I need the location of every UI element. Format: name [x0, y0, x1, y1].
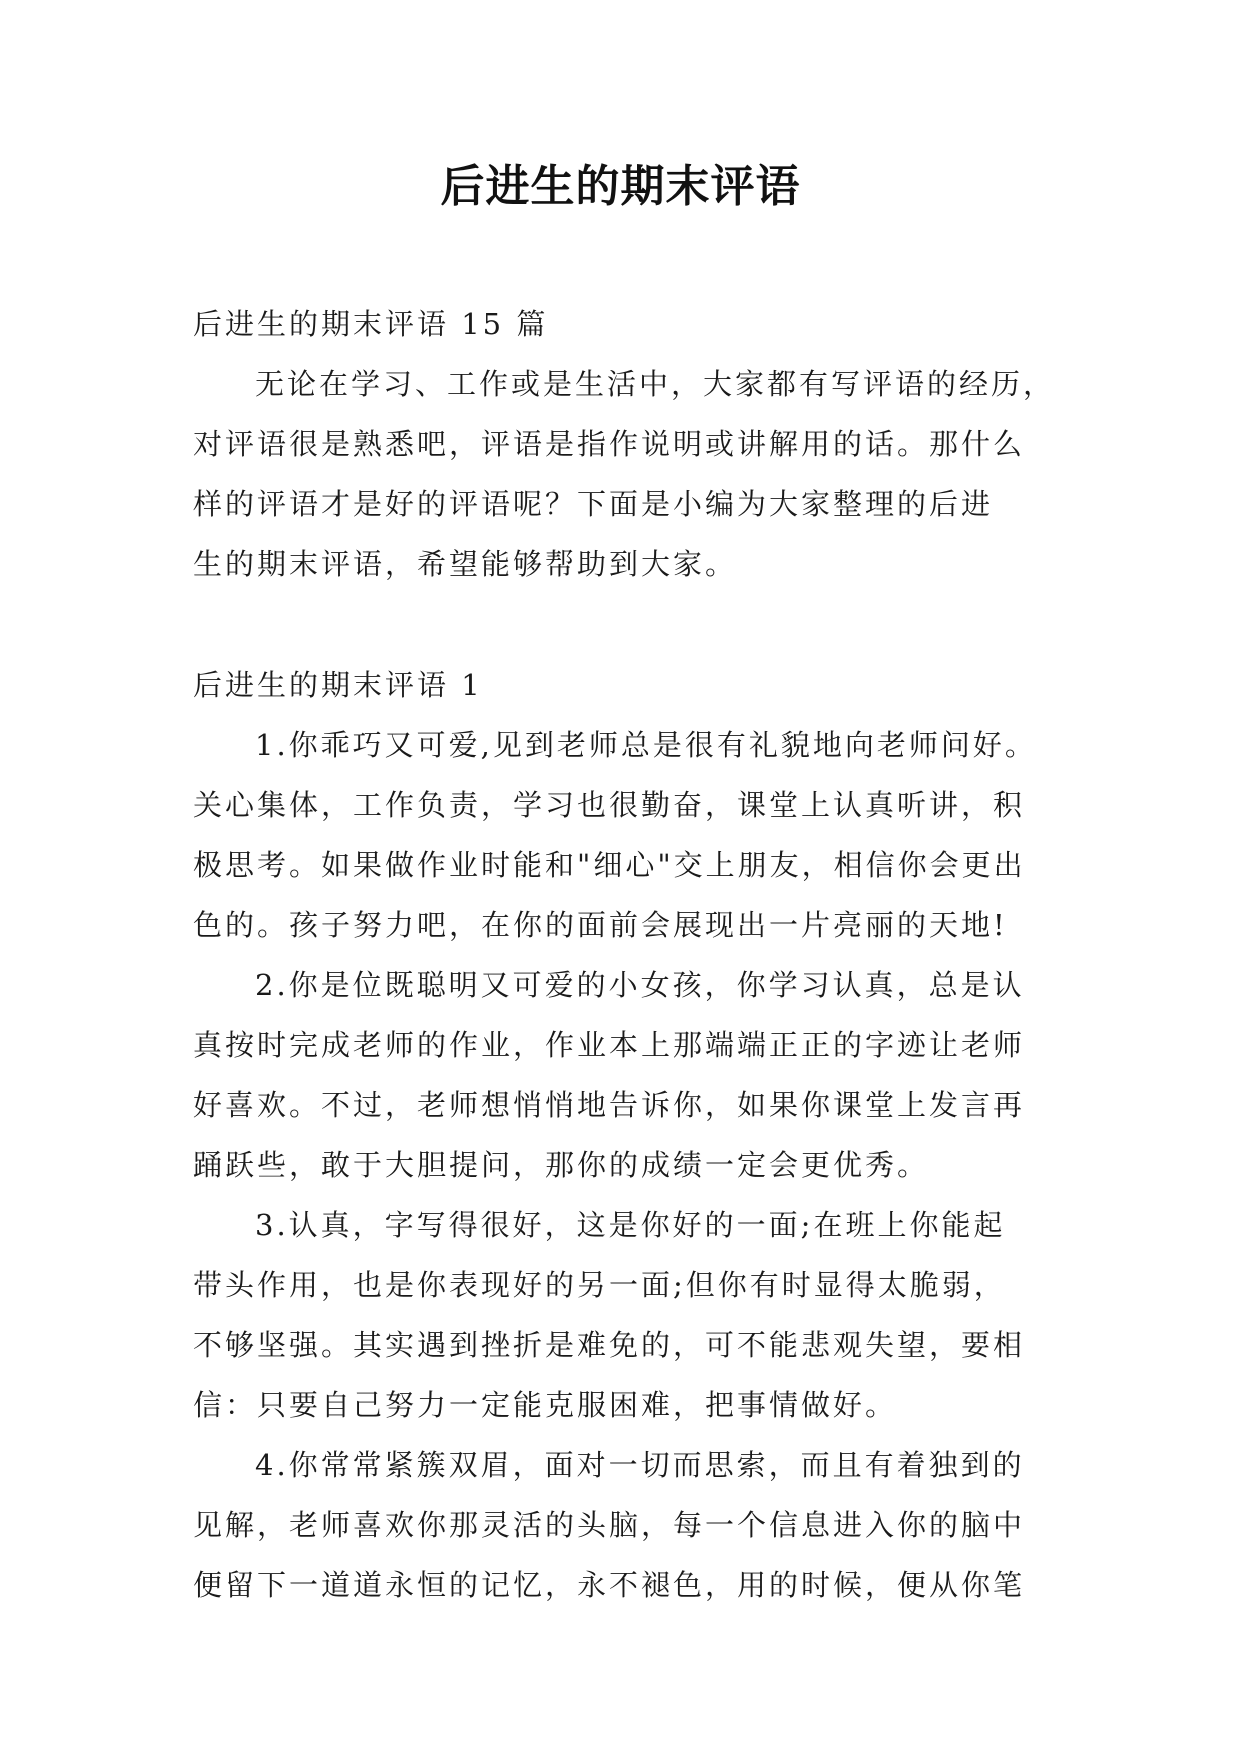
paragraph-line: 生的期末评语，希望能够帮助到大家。 [193, 547, 738, 581]
document-subtitle: 后进生的期末评语 15 篇 [193, 307, 549, 341]
comment-item-1 [193, 715, 1053, 955]
intro-paragraph [193, 354, 1056, 594]
comment-item-2 [193, 955, 1053, 1195]
paragraph-line: 信：只要自己努力一定能克服困难，把事情做好。 [193, 1388, 898, 1422]
paragraph-line: 不够坚强。其实遇到挫折是难免的，可不能悲观失望，要相 [193, 1328, 1026, 1362]
paragraph-line: 色的。孩子努力吧，在你的面前会展现出一片亮丽的天地! [193, 908, 1008, 942]
paragraph-line: 真按时完成老师的作业，作业本上那端端正正的字迹让老师 [193, 1028, 1026, 1062]
paragraph-line: 3.认真，字写得很好，这是你好的一面;在班上你能起 [255, 1208, 1006, 1242]
paragraph-line: 带头作用，也是你表现好的另一面;但你有时显得太脆弱， [193, 1268, 1006, 1302]
paragraph-line: 极思考。如果做作业时能和"细心"交上朋友，相信你会更出 [193, 848, 1026, 882]
paragraph-spacer [193, 594, 1053, 655]
paragraph-line: 关心集体，工作负责，学习也很勤奋，课堂上认真听讲，积 [193, 788, 1026, 822]
paragraph-line: 无论在学习、工作或是生活中，大家都有写评语的经历， [255, 367, 1056, 401]
paragraph-line: 对评语很是熟悉吧，评语是指作说明或讲解用的话。那什么 [193, 427, 1026, 461]
paragraph-line: 踊跃些，敢于大胆提问，那你的成绩一定会更优秀。 [193, 1148, 930, 1182]
paragraph-line: 1.你乖巧又可爱,见到老师总是很有礼貌地向老师问好。 [255, 728, 1037, 762]
paragraph-line: 4.你常常紧簇双眉，面对一切而思索，而且有着独到的 [255, 1448, 1025, 1482]
section-heading: 后进生的期末评语 1 [193, 668, 483, 702]
paragraph-line: 样的评语才是好的评语呢？下面是小编为大家整理的后进 [193, 487, 994, 521]
page-title: 后进生的期末评语 [440, 161, 801, 212]
comment-item-4 [193, 1435, 1053, 1615]
paragraph-line: 便留下一道道永恒的记忆，永不褪色，用的时候，便从你笔 [193, 1568, 1026, 1602]
paragraph-line: 见解，老师喜欢你那灵活的头脑，每一个信息进入你的脑中 [193, 1508, 1026, 1542]
document-body [193, 294, 1056, 1615]
comment-item-3 [193, 1195, 1053, 1435]
paragraph-line: 好喜欢。不过，老师想悄悄地告诉你，如果你课堂上发言再 [193, 1088, 1026, 1122]
paragraph-line: 2.你是位既聪明又可爱的小女孩，你学习认真，总是认 [255, 968, 1025, 1002]
